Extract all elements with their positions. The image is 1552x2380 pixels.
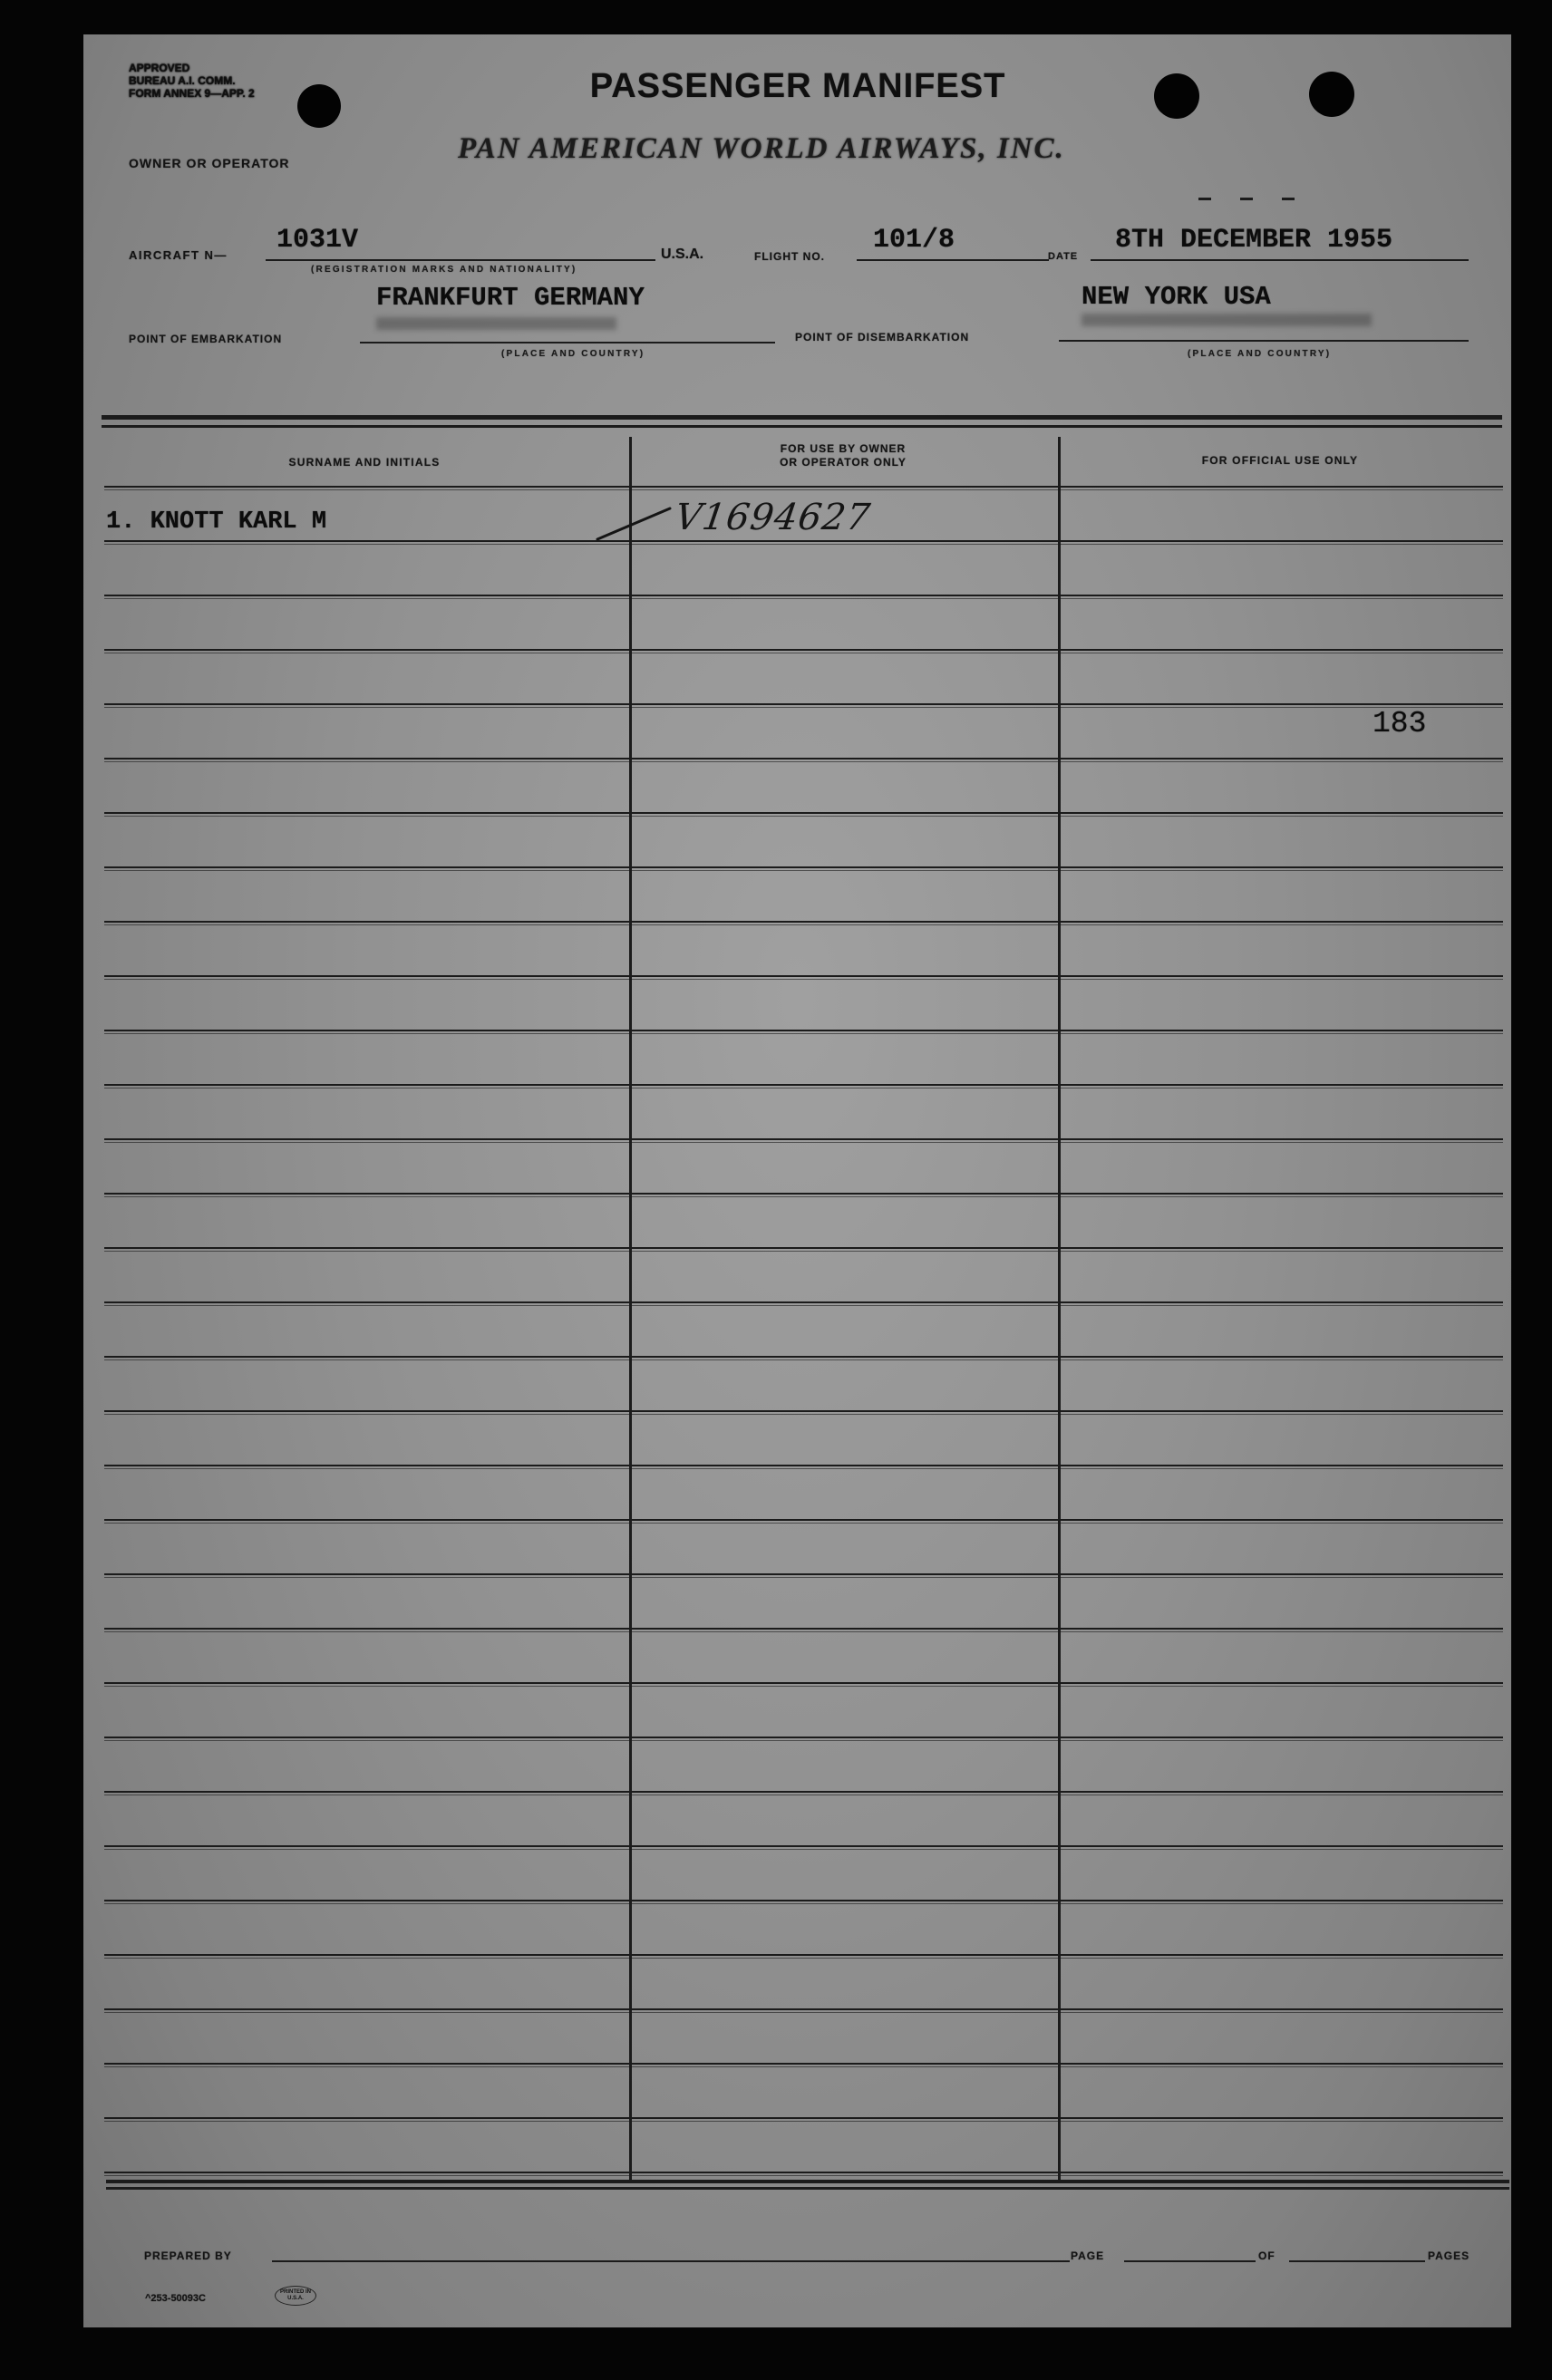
column-divider (1058, 437, 1061, 2181)
form-number: ^253-50093C (145, 2293, 206, 2304)
pages-label: PAGES (1428, 2249, 1470, 2262)
row-rule-line (104, 2012, 1503, 2013)
aircraft-registration: 1031V (276, 225, 359, 256)
embarkation-point: FRANKFURT GERMANY (376, 283, 645, 313)
row-rule-line (104, 758, 1503, 759)
row-rule-line (104, 1628, 1503, 1630)
mark-dash (1198, 198, 1211, 200)
row-rule-line (104, 2066, 1503, 2067)
passenger-name: 1. KNOTT KARL M (106, 508, 327, 536)
row-rule-line (104, 2172, 1503, 2173)
embarkation-label: POINT OF EMBARKATION (129, 333, 283, 345)
row-rule-line (104, 1196, 1503, 1197)
prepared-by-label: PREPARED BY (144, 2249, 232, 2262)
header-double-rule (102, 425, 1502, 428)
row-rule-line (104, 979, 1503, 980)
handwritten-check-mark (594, 503, 675, 544)
row-rule-line (104, 1845, 1503, 1847)
row-rule-line (104, 1631, 1503, 1632)
column-header-official: FOR OFFICIAL USE ONLY (1201, 454, 1359, 467)
prepared-by-underline (272, 2260, 1070, 2262)
row-rule-line (104, 1577, 1503, 1578)
row-rule-line (104, 1686, 1503, 1687)
row-rule-line (104, 649, 1503, 651)
owner-label: OWNER OR OPERATOR (129, 156, 290, 170)
column-header-owner-use: OR OPERATOR ONLY (780, 456, 907, 469)
row-rule-line (104, 921, 1503, 923)
flight-underline (857, 259, 1049, 261)
embarkation-caption: (PLACE AND COUNTRY) (501, 349, 645, 359)
row-rule-line (104, 1410, 1503, 1412)
aircraft-label: AIRCRAFT N— (129, 248, 228, 262)
passenger-owner-number: V1694627 (672, 497, 874, 538)
row-rule-line (104, 707, 1503, 708)
row-rule-line (104, 1193, 1503, 1195)
row-rule-line (104, 489, 1503, 490)
printed-in-usa-emblem: PRINTED IN U.S.A. (275, 2286, 316, 2306)
row-rule-line (104, 812, 1503, 814)
flight-label: FLIGHT NO. (754, 250, 825, 263)
struck-text-smudge (1082, 314, 1372, 326)
row-rule-line (104, 540, 1503, 542)
page-underline (1124, 2260, 1256, 2262)
row-rule-line (104, 1356, 1503, 1358)
flight-date: 8TH DECEMBER 1955 (1115, 225, 1393, 256)
row-rule-line (104, 870, 1503, 871)
punch-hole (297, 84, 341, 128)
approval-stamp (129, 62, 255, 100)
manifest-paper (83, 34, 1511, 2327)
row-rule-line (104, 2117, 1503, 2119)
row-rule-line (104, 1740, 1503, 1741)
row-rule-line (104, 1301, 1503, 1303)
row-rule-line (104, 598, 1503, 599)
disembarkation-caption: (PLACE AND COUNTRY) (1188, 349, 1332, 359)
row-rule-line (104, 1465, 1503, 1466)
row-rule-line (104, 1359, 1503, 1360)
date-underline (1091, 259, 1469, 261)
row-rule-line (104, 2008, 1503, 2010)
row-rule-line (104, 544, 1503, 545)
row-rule-line (104, 1849, 1503, 1850)
of-underline (1289, 2260, 1425, 2262)
mark-dash (1240, 198, 1253, 200)
row-rule-line (104, 975, 1503, 977)
row-rule-line (104, 1030, 1503, 1031)
row-rule-line (104, 1142, 1503, 1143)
row-rule-line (104, 703, 1503, 705)
column-header-owner-use: FOR USE BY OWNER (780, 442, 907, 455)
row-rule-line (104, 1900, 1503, 1901)
row-rule-line (104, 1903, 1503, 1904)
usa-label: U.S.A. (661, 247, 704, 262)
owner-name: PAN AMERICAN WORLD AIRWAYS, INC. (458, 132, 1065, 165)
aircraft-caption: (REGISTRATION MARKS AND NATIONALITY) (311, 265, 577, 275)
stamp-line: FORM ANNEX 9—APP. 2 (129, 87, 255, 100)
row-rule-line (104, 1414, 1503, 1415)
row-rule-line (104, 1084, 1503, 1086)
column-header-surname: SURNAME AND INITIALS (288, 456, 441, 469)
row-rule-line (104, 1737, 1503, 1738)
page-title: PASSENGER MANIFEST (589, 67, 1006, 105)
row-rule-line (104, 1523, 1503, 1524)
disembarkation-point: NEW YORK USA (1082, 282, 1271, 312)
footer-double-rule (106, 2187, 1509, 2190)
row-rule-line (104, 486, 1503, 488)
struck-text-smudge (376, 317, 616, 330)
aircraft-underline (266, 259, 655, 261)
column-divider (629, 437, 632, 2181)
row-rule-line (104, 1958, 1503, 1959)
stamp-line: BUREAU A.I. COMM. (129, 74, 236, 87)
of-label: OF (1258, 2249, 1276, 2262)
disembarkation-label: POINT OF DISEMBARKATION (795, 331, 970, 343)
official-column-note: 183 (1373, 707, 1427, 740)
row-rule-line (104, 1468, 1503, 1469)
header-double-rule (102, 415, 1502, 420)
punch-hole (1154, 73, 1199, 119)
date-label: DATE (1048, 251, 1079, 262)
row-rule-line (104, 2121, 1503, 2122)
row-rule-line (104, 2175, 1503, 2176)
punch-hole (1309, 72, 1354, 117)
row-rule-line (104, 1954, 1503, 1956)
row-rule-line (104, 1573, 1503, 1575)
row-rule-line (104, 2063, 1503, 2065)
row-rule-line (104, 1519, 1503, 1521)
embarkation-underline (360, 342, 775, 343)
row-rule-line (104, 924, 1503, 925)
row-rule-line (104, 1791, 1503, 1793)
mark-dash (1282, 198, 1295, 200)
row-rule-line (104, 1138, 1503, 1140)
row-rule-line (104, 866, 1503, 868)
stamp-line: APPROVED (129, 62, 190, 74)
disembarkation-underline (1059, 340, 1469, 342)
row-rule-line (104, 816, 1503, 817)
row-rule-line (104, 1251, 1503, 1252)
row-rule-line (104, 1305, 1503, 1306)
footer-double-rule (106, 2180, 1509, 2183)
row-rule-line (104, 595, 1503, 596)
row-rule-line (104, 1033, 1503, 1034)
row-rule-line (104, 1682, 1503, 1684)
page-label: PAGE (1071, 2249, 1105, 2262)
row-rule-line (104, 1247, 1503, 1249)
flight-number: 101/8 (873, 225, 955, 256)
row-rule-line (104, 761, 1503, 762)
